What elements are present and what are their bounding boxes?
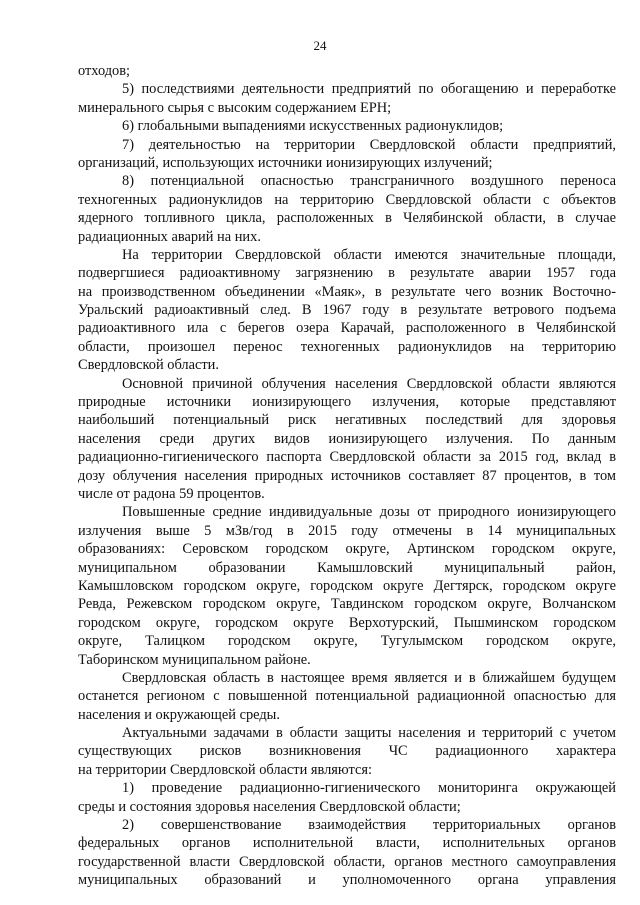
text-line: дозу облучения населения природных источников составляет 87 процентов, в том — [78, 467, 616, 484]
text-line: федеральных органов исполнительной власти, исполнительных органов — [78, 835, 616, 852]
text-line: останется регионом с повышенной потенциальной радиационной опасностью для — [78, 688, 616, 705]
text-line: Свердловская область в настоящее время является и в ближайшем будущем — [122, 669, 616, 686]
text-line: муниципальном образовании Камышловский муниципальный район, — [78, 559, 616, 576]
text-line: На территории Свердловской области имеются значительные площади, — [122, 246, 616, 263]
text-line: 2) совершенствование взаимодействия территориальных органов — [122, 817, 616, 834]
text-line: Основной причиной облучения населения Свердловской области являются — [122, 375, 616, 392]
text-line: излучения выше 5 мЗв/год в 2015 году отмечены в 14 муниципальных — [78, 522, 616, 539]
text-line: 7) деятельностью на территории Свердловской области предприятий, — [122, 136, 616, 153]
text-line: городском округе, городском округе Верхотурский, Пышминском городском — [78, 614, 616, 631]
text-line: на территории Свердловской области являются: — [78, 761, 372, 778]
text-line: среды и состояния здоровья населения Свердловской области; — [78, 798, 461, 815]
text-line: населения и окружающей среды. — [78, 706, 280, 723]
text-line: Актуальными задачами в области защиты населения и территорий с учетом — [122, 725, 616, 742]
text-line: числе от радона 59 процентов. — [78, 485, 265, 502]
text-line: населения среди других видов ионизирующего излучения. По данным — [78, 430, 616, 447]
text-line: 1) проведение радиационно-гигиенического мониторинга окружающей — [122, 780, 616, 797]
text-line: радиационно-гигиенического паспорта Свердловской области за 2015 год, вклад в — [78, 449, 616, 466]
text-line: на производственном объединении «Маяк», в результате чего возник Восточно- — [78, 283, 616, 300]
text-line: Камышловском городском округе, городском округе Дегтярск, городском округе — [78, 577, 616, 594]
text-line: Свердловской области. — [78, 357, 219, 374]
text-line: природные источники ионизирующего излучения, которые представляют — [78, 394, 616, 411]
text-line: Повышенные средние индивидуальные дозы от природного ионизирующего — [122, 504, 616, 521]
text-line: Ревда, Режевском городском округе, Тавдинском городском округе, Волчанском — [78, 596, 616, 613]
text-line: округе, Талицком городском округе, Тугулымском городском округе, — [78, 633, 616, 650]
text-line: радиационных аварий на них. — [78, 228, 261, 245]
text-line: Уральский радиоактивный след. В 1967 году в результате ветрового подъема — [78, 302, 616, 319]
page-number: 24 — [313, 38, 327, 53]
text-line: наибольший потенциальный риск негативных последствий для здоровья — [78, 412, 616, 429]
text-line: муниципальных образований и уполномоченного органа управления — [78, 872, 616, 889]
text-line: 8) потенциальной опасностью трансграничного воздушного переноса — [122, 173, 616, 190]
text-line: ядерного топливного цикла, расположенных в Челябинской области, в случае — [78, 210, 616, 227]
text-line: отходов; — [78, 63, 131, 79]
text-line: 5) последствиями деятельности предприятий по обогащению и переработке — [122, 81, 616, 98]
text-line: Таборинском муниципальном районе. — [78, 651, 311, 668]
text-line: радиоактивного ила с берегов озера Карачай, расположенного в Челябинской — [78, 320, 616, 337]
text-line: существующих рисков возникновения ЧС радиационного характера — [78, 743, 616, 760]
text-line: 6) глобальными выпадениями искусственных радионуклидов; — [122, 118, 504, 135]
text-line: государственной власти Свердловской области, органов местного самоуправления — [78, 853, 616, 870]
text-line: организаций, использующих источники ионизирующих излучений; — [78, 154, 493, 171]
text-line: техногенных радионуклидов на территорию Свердловской области с объектов — [78, 191, 616, 208]
text-line: минерального сырья с высоким содержанием ЕРН; — [78, 99, 392, 116]
document-body — [78, 62, 616, 890]
text-line: образованиях: Серовском городском округе, Артинском городском округе, — [78, 541, 616, 558]
text-line: подвергшиеся радиоактивному загрязнению в результате аварии 1957 года — [78, 265, 616, 282]
text-line: области, произошел перенос техногенных радионуклидов на территорию — [78, 338, 616, 355]
